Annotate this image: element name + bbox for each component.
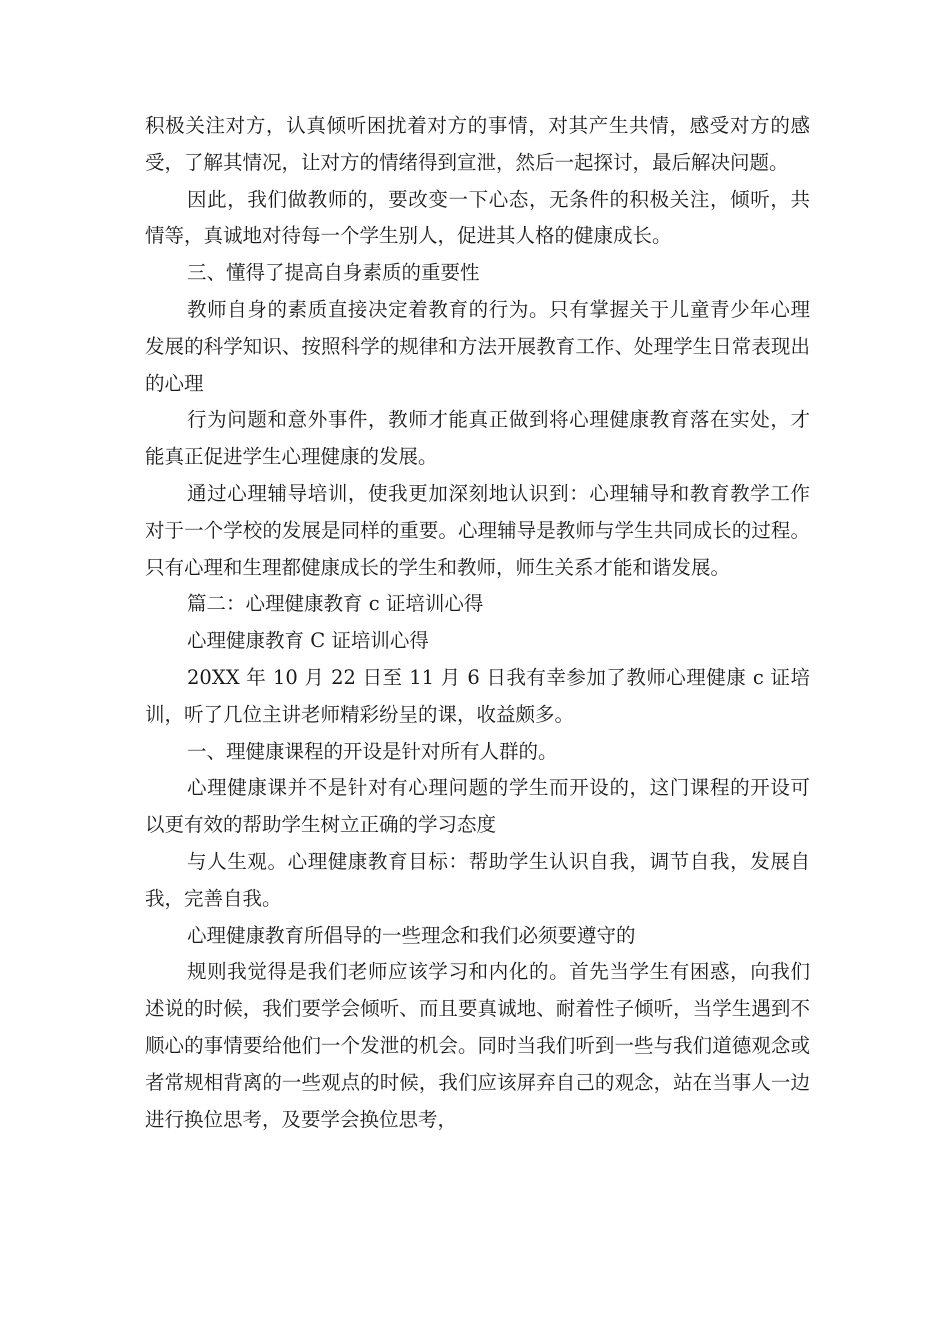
paragraph: 20XX 年 10 月 22 日至 11 月 6 日我有幸参加了教师心理健康 c 证培训，听了几位主讲老师精彩纷呈的课，收益颇多。 bbox=[145, 665, 810, 726]
paragraph: 心理健康教育所倡导的一些理念和我们必须要遵守的 bbox=[187, 923, 636, 947]
paragraph: 规则我觉得是我们老师应该学习和内化的。首先当学生有困惑，向我们述说的时候，我们要学会倾听、而且要真诚地、耐着性子倾听，当学生遇到不顺心的事情要给他们一个发泄的机会。同时当我们听到一些与我们道德观念或者常规相背离的一些观点的时候，我们应该屏弃自己的观念，站在当事人一边进行换位思考，及要学会换位思考， bbox=[145, 960, 810, 1131]
paragraph: 因此，我们做教师的，要改变一下心态，无条件的积极关注，倾听，共情等，真诚地对待每一个学生别人，促进其人格的健康成长。 bbox=[145, 187, 810, 248]
paragraph: 与人生观。心理健康教育目标：帮助学生认识自我，调节自我，发展自我，完善自我。 bbox=[145, 849, 810, 910]
article-title: 心理健康教育 C 证培训心得 bbox=[187, 629, 429, 653]
paragraph: 心理健康课并不是针对有心理问题的学生而开设的，这门课程的开设可以更有效的帮助学生树立正确的学习态度 bbox=[145, 776, 810, 837]
section-heading: 一、理健康课程的开设是针对所有人群的。 bbox=[187, 739, 558, 763]
chapter-heading: 篇二：心理健康教育 c 证培训心得 bbox=[187, 592, 484, 616]
document-body bbox=[145, 108, 810, 1138]
paragraph: 行为问题和意外事件，教师才能真正做到将心理健康教育落在实处，才能真正促进学生心理健康的发展。 bbox=[145, 408, 810, 469]
paragraph: 积极关注对方，认真倾听困扰着对方的事情，对其产生共情，感受对方的感受，了解其情况，让对方的情绪得到宣泄，然后一起探讨，最后解决问题。 bbox=[145, 114, 810, 174]
section-heading: 三、懂得了提高自身素质的重要性 bbox=[187, 261, 480, 285]
paragraph: 教师自身的素质直接决定着教育的行为。只有掌握关于儿童青少年心理发展的科学知识、按照科学的规律和方法开展教育工作、处理学生日常表现出的心理 bbox=[145, 297, 810, 395]
paragraph: 通过心理辅导培训，使我更加深刻地认识到：心理辅导和教育教学工作对于一个学校的发展是同样的重要。心理辅导是教师与学生共同成长的过程。只有心理和生理都健康成长的学生和教师，师生关系才能和谐发展。 bbox=[145, 481, 810, 579]
